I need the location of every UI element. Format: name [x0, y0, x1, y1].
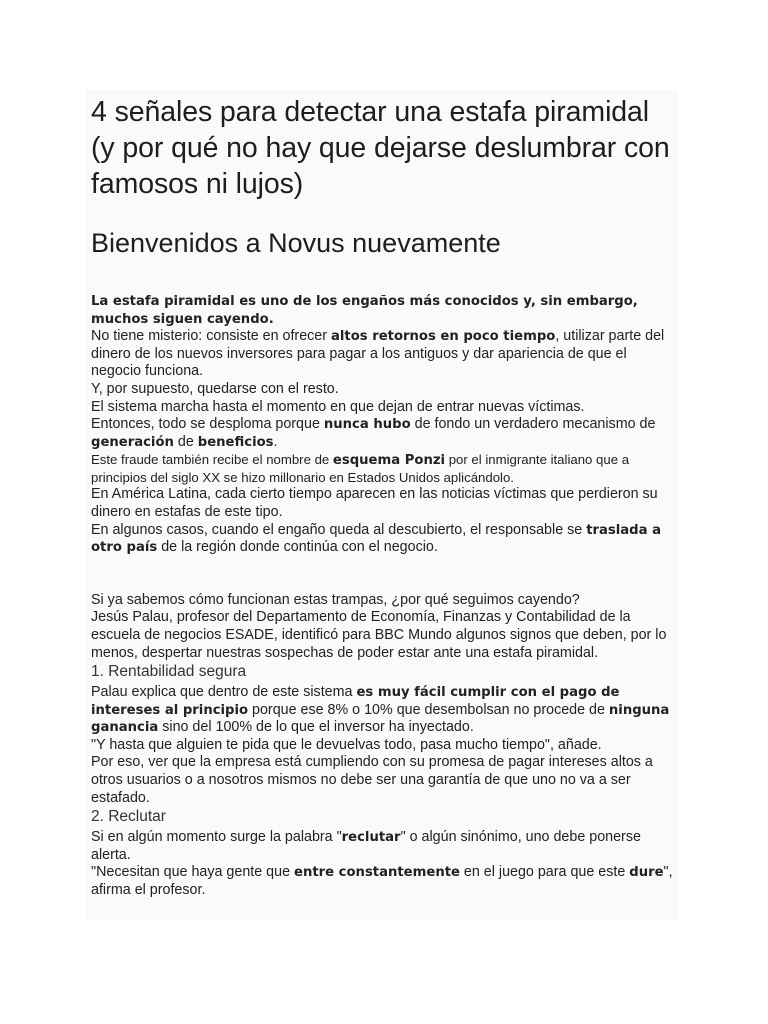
- paragraph: No tiene misterio: consiste en ofrecer altos retornos en poco tiempo, utilizar parte del dinero de los nuevos inversores para pagar a los antiguos y dar apariencia de que el negocio funciona.: [91, 328, 665, 380]
- paragraph: "Y hasta que alguien te pida que le devuelvas todo, pasa mucho tiempo", añade.: [91, 736, 602, 753]
- paragraph: Por eso, ver que la empresa está cumpliendo con su promesa de pagar intereses altos a otros usuarios o a nosotros mismos no debe ser una garantía de que uno no va a ser estafado.: [91, 754, 653, 806]
- article-body: [91, 293, 678, 900]
- paragraph: Y, por supuesto, quedarse con el resto.: [91, 380, 339, 397]
- paragraph: Si en algún momento surge la palabra "reclutar" o algún sinónimo, uno debe ponerse alerta.: [91, 829, 641, 863]
- lead-paragraph: [91, 293, 678, 328]
- lead-text: La estafa piramidal es uno de los engaños más conocidos y, sin embargo, muchos siguen cayendo.: [91, 294, 638, 327]
- spacer: [91, 557, 678, 592]
- paragraph: En América Latina, cada cierto tiempo aparecen en las noticias víctimas que perdieron su dinero en estafas de este tipo.: [91, 486, 658, 520]
- paragraph: Este fraude también recibe el nombre de esquema Ponzi por el inmigrante italiano que a principios del siglo XX se hizo millonario en Estados Unidos aplicándolo.: [91, 452, 630, 486]
- paragraph: "Necesitan que haya gente que entre constantemente en el juego para que este dure", afirma el profesor.: [91, 864, 673, 899]
- section-heading: 2. Reclutar: [91, 808, 166, 826]
- paragraph: Entonces, todo se desploma porque nunca hubo de fondo un verdadero mecanismo de generación de beneficios.: [91, 416, 656, 450]
- paragraph: En algunos casos, cuando el engaño queda al descubierto, el responsable se traslada a otro país de la región donde continúa con el negocio.: [91, 521, 661, 556]
- document-page: [86, 90, 678, 920]
- article-title: 4 señales para detectar una estafa piramidal (y por qué no hay que dejarse deslumbrar con famosos ni lujos): [91, 96, 670, 200]
- article-subtitle: Bienvenidos a Novus nuevamente: [91, 228, 501, 258]
- paragraph: Palau explica que dentro de este sistema es muy fácil cumplir con el pago de intereses al principio porque ese 8% o 10% que desembolsan no procede de ninguna ganancia sino del 100% de lo que el inversor ha inyectado.: [91, 684, 670, 736]
- paragraph: El sistema marcha hasta el momento en que dejan de entrar nuevas víctimas.: [91, 398, 585, 415]
- paragraph: Jesús Palau, profesor del Departamento de Economía, Finanzas y Contabilidad de la escuela de negocios ESADE, identificó para BBC Mundo algunos signos que deben, por lo menos, despertar nuestras sospechas de poder estar ante una estafa piramidal.: [91, 609, 667, 661]
- paragraph: Si ya sabemos cómo funcionan estas trampas, ¿por qué seguimos cayendo?: [91, 591, 580, 608]
- section-heading: 1. Rentabilidad segura: [91, 663, 247, 681]
